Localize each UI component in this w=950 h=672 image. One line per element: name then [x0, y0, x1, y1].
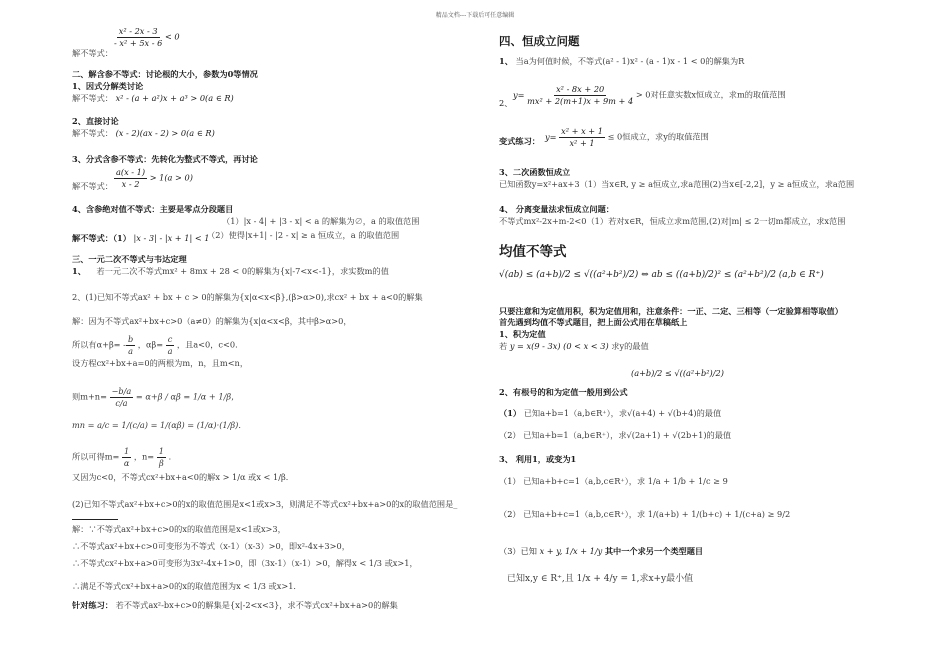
question-text: ≤ 0恒成立，求y的取值范围: [607, 131, 709, 142]
section-3-title: 三、一元二次不等式与韦达定理: [72, 254, 187, 264]
subsection-1-problem: [72, 93, 234, 104]
function-expr: y = x(9 - 3x) (0 < x < 3): [509, 341, 609, 351]
quadratic-problem: 已知函数y=x²+ax+3（1）当x∈R, y ≥ a恒成立,求a范围(2)当x∈[-2,2]，y ≥ a恒成立，求a范围: [499, 179, 855, 189]
problem-text: 若: [499, 341, 508, 351]
inequality: (x - 2)(ax - 2) > 0(a ∈ R): [115, 128, 215, 138]
solution-text: 所以有α+β=: [72, 339, 121, 350]
frac-denominator: x² + 1: [569, 138, 595, 148]
solution-line-11: ∴满足不等式cx²+bx+a>0的x的取值范围为x < 1/3 或x>1．: [72, 581, 302, 591]
question-number: 1、: [499, 56, 513, 66]
method-3-title: 3、 利用1，或变为1: [499, 454, 577, 464]
practice-problem: [72, 600, 398, 611]
solution-line-2: [72, 334, 243, 357]
note-1: 只要注意和为定值用积，积为定值用和，注意条件：一正、二定、三相等（一定验算相等取值）: [499, 306, 843, 316]
mean-inequality-title: 均值不等式: [499, 244, 567, 260]
question-2b: (2)已知不等式ax²+bx+c>0的x的取值范围是x<1或x>3，则满足不等式cx²+bx+a>0的x的取值范围是_: [72, 499, 458, 509]
question-1: [72, 266, 389, 277]
fraction-inequality: [114, 26, 180, 49]
question-text: > 0对任意实数x恒成立，求m的取值范围: [635, 89, 786, 100]
subsection-2-problem: [72, 128, 215, 139]
solution-line-8: 解：∵不等式ax²+bx+c>0的x的取值范围是x<1或x>3，: [72, 524, 286, 534]
question-number: 1、: [72, 266, 86, 276]
method-1-problem: [499, 341, 649, 352]
subsection-4-title: 4、含参绝对值不等式：主要是零点分段题目: [72, 204, 234, 214]
frac-numerator: x² - 8x + 20: [556, 84, 605, 94]
method-3-problem-1: [499, 476, 728, 487]
problem-text: 已知a+b=1（a,b∈R⁺），求√(2a+1) + √(2b+1)的最值: [523, 430, 732, 440]
solution-line-6: 所以可得m= $\frac{1}{\alpha}$ ，n= $\frac{1}{\beta}$ ．: [72, 446, 177, 468]
solution-text: 所以可得m=: [72, 451, 120, 462]
method-3-problem-2: [499, 509, 790, 520]
problem-number: （1）: [499, 476, 521, 486]
solve-label: 解不等式：（1）: [72, 233, 131, 243]
solve-label: 解不等式：: [72, 48, 113, 58]
expression-pair: x + y, 1/x + 1/y: [539, 546, 603, 556]
constant-problem-2: [499, 84, 786, 107]
subsection-3-title: 3、分式含参不等式：先转化为整式不等式，再讨论: [72, 154, 258, 164]
subsection-3-fraction: [114, 167, 193, 190]
variant-exercise: [499, 126, 709, 149]
method-2-problem-2: [499, 430, 731, 441]
solve-label: 解不等式：: [72, 181, 113, 191]
section-2-title: 二、解含参不等式：讨论根的大小，参数为0等情况: [72, 69, 258, 79]
section-4-title: 四、恒成立问题: [499, 34, 580, 48]
practice-text: 若不等式ax²-bx+c>0的解集是{x|-2<x<3}，求不等式cx²+bx+a>0的解集: [115, 600, 398, 610]
problem-text: 其中一个求另一个类型题目: [604, 546, 704, 556]
constant-problem-1: [499, 56, 744, 67]
solve-label: 解不等式：: [72, 93, 113, 103]
page-header: 精品文档---下载后可任意编辑: [435, 12, 515, 19]
problem-number: （2）: [499, 430, 521, 440]
function-name: y=: [545, 131, 557, 142]
problem-text: 已知a+b=1（a,b∈R⁺），求√(a+4) + √(b+4)的最值: [523, 408, 722, 418]
method-3-problem-3: [499, 546, 703, 557]
frac-denominator: mx² + 2(m+1)x + 9m + 4: [527, 96, 634, 106]
frac-numerator: b: [127, 334, 134, 344]
answer-blank: [72, 519, 118, 520]
separation-problem: 不等式mx²-2x+m-2<0（1）若对x∈R，恒成立求m范围,(2)对|m| ≤ 2一切m都成立，求x范围: [499, 216, 846, 226]
function-name: y=: [513, 89, 525, 100]
method-2-problem-1: [499, 408, 721, 419]
solution-text: ，且a<0，c<0．: [176, 339, 244, 350]
frac-numerator: a(x - 1): [116, 167, 146, 177]
method-1-title: 1、积为定值: [499, 329, 546, 339]
inequality: |x - 3| - |x + 1| < 1: [133, 233, 210, 243]
solution-line-3: 设方程cx²+bx+a=0的两根为m，n，且m<n，: [72, 358, 249, 368]
frac-denominator: x - 2: [121, 179, 140, 189]
subsection-1-title: 1、因式分解类讨论: [72, 81, 144, 91]
solution-line-10: ∴不等式cx²+bx+a>0可变形为3x²-4x+1>0，即（3x-1）（x-1）>0，解得x < 1/3 或x>1，: [72, 558, 418, 568]
frac-denominator: - x² + 5x - 6: [114, 38, 163, 48]
inequality: x² - (a + a²)x + a³ > 0(a ∈ R): [115, 93, 234, 103]
problem-number: （1）: [499, 408, 522, 418]
frac-relation: > 1(a > 0): [149, 172, 193, 183]
subsection-2-title: 2、直接讨论: [72, 116, 119, 126]
subsection-separation-title: 4、 分离变量法求恒成立问题：: [499, 204, 614, 214]
solution-text: ．: [168, 451, 177, 462]
practice-label: 针对练习：: [72, 600, 113, 610]
problem-text: 求y的最值: [611, 341, 649, 351]
solution-text: ，αβ=: [137, 339, 164, 350]
problem-text: 已知a+b+c=1（a,b,c∈R⁺），求 1/(a+b) + 1/(b+c) + 1/(c+a) ≥ 9/2: [523, 509, 791, 519]
problem-number: （2）: [499, 509, 521, 519]
frac-numerator: c: [167, 334, 173, 344]
mean-inequality-formula: √(ab) ≤ (a+b)/2 ≤ √((a²+b²)/2) ⇔ ab ≤ ((a+b)/2)² ≤ (a²+b²)/2 (a,b ∈ R⁺): [499, 270, 824, 280]
frac-relation: < 0: [164, 31, 180, 42]
subsection-4-item-2: （2）使得|x+1| - |2 - x| ≥ a 恒成立，a 的取值范围: [207, 230, 400, 240]
solution-text: 则m+n=: [72, 391, 107, 402]
root-mean-formula: (a+b)/2 ≤ √((a²+b²)/2): [631, 368, 724, 378]
frac-denominator: a: [128, 346, 133, 356]
solution-line-4: 则m+n= $\frac{-b/a}{c/a}$ = α+β / αβ = 1/α + 1/β，: [72, 386, 240, 408]
subsection-4-item-1: （1）|x - 4| + |3 - x| < a 的解集为∅，a 的取值范围: [222, 216, 420, 226]
question-2: 2、(1)已知不等式ax² + bx + c > 0的解集为{x|α<x<β},(β>α>0),求cx² + bx + a<0的解集: [72, 292, 423, 302]
minus-sign: -: [123, 339, 126, 350]
question-text: 当a为何值时候，不等式(a² - 1)x² - (a - 1)x - 1 < 0的解集为R: [515, 56, 745, 66]
problem-text: 已知a+b+c=1（a,b,c∈R⁺），求 1/a + 1/b + 1/c ≥ 9: [523, 476, 728, 486]
solution-line-9: ∴不等式ax²+bx+c>0可变形为不等式（x-1）（x-3）>0，即x²-4x+3>0，: [72, 541, 350, 551]
subsection-quadratic-title: 3、二次函数恒成立: [499, 167, 571, 177]
variant-label: 变式练习：: [499, 136, 540, 146]
solution-line-5: mn = a/c = 1/(c/a) = 1/(αβ) = (1/α)·(1/β)．: [72, 420, 247, 430]
solution-text: ，n=: [133, 451, 155, 462]
frac-denominator: a: [167, 346, 173, 356]
note-2: 首先遇到均值不等式题目，把上面公式用在草稿纸上: [499, 317, 688, 327]
frac-numerator: x² + x + 1: [561, 126, 603, 136]
equals-sign: =: [135, 391, 143, 402]
solution-line-7: 又因为c<0，不等式cx²+bx+a<0的解x > 1/α 或x < 1/β．: [72, 472, 294, 482]
question-text: 若一元二次不等式mx² + 8mx + 28 < 0的解集为{x|-7<x<-1}，求实数m的值: [96, 266, 389, 276]
solve-label: 解不等式：: [72, 128, 113, 138]
question-number: 2、: [499, 98, 513, 108]
solution-text: α+β / αβ = 1/α + 1/β，: [145, 391, 240, 402]
frac-numerator: x² - 2x - 3: [118, 26, 158, 36]
solution-line-1: 解：因为不等式ax²+bx+c>0（a≠0）的解集为{x|α<x<β，其中β>α>0，: [72, 316, 352, 326]
method-3-problem-4: 已知x,y ∈ R⁺,且 1/x + 4/y = 1,求x+y最小值: [507, 574, 694, 584]
method-2-title: 2、有根号的和为定值一般用到公式: [499, 387, 628, 397]
subsection-4-problem: [72, 233, 210, 244]
problem-number: （3）已知: [499, 546, 537, 556]
